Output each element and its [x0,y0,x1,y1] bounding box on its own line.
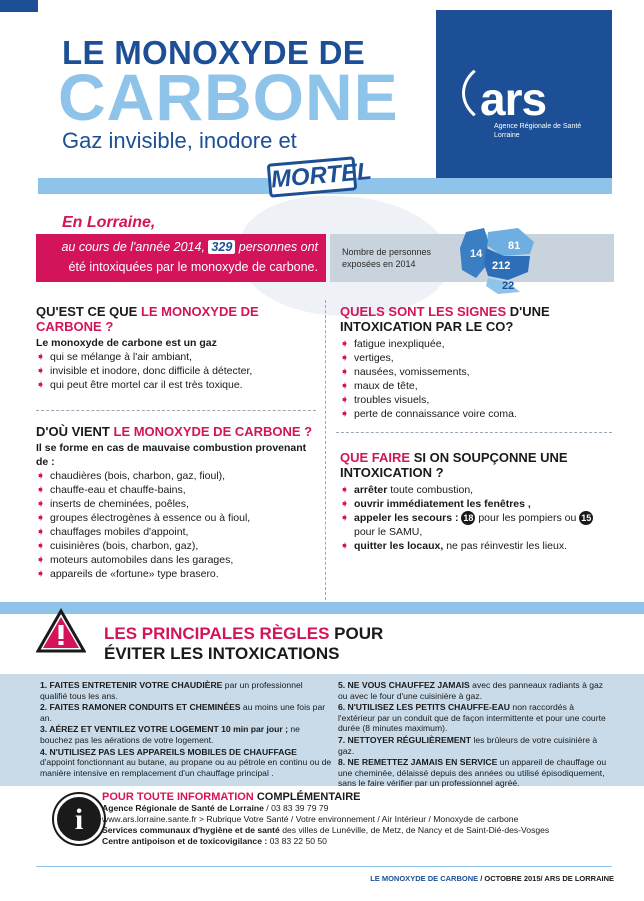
rule-text: au moins une fois par an. [40,702,326,723]
rule-item [40,724,332,745]
list-item: ➧ qui peut être mortel car il est très toxique. [36,378,318,392]
rules-right-column [338,680,612,790]
rule-text: d'appoint fonctionnant au butane, au propane ou au pétrole en continu ou de manière intensive en remplacement d'un chauffage principal . [40,757,332,778]
todo-item1-bold: arrêter [354,484,388,496]
map-value-d: 22 [502,280,515,292]
list-item: ➧ invisible et inodore, donc difficile à détecter, [36,364,318,378]
signs-section [340,304,612,421]
todo-item1-rest: toute combustion, [387,484,474,496]
rule-bold: 6. N'UTILISEZ LES PETITS CHAUFFE-EAU [338,702,511,713]
todo-item3-bold: appeler les secours : [354,512,459,524]
info-title-plain: COMPLÉMENTAIRE [253,791,361,803]
logo-subtext [494,122,581,140]
info-line1-text: / 03 83 39 79 79 [263,803,329,813]
rule-bold: 7. NETTOYER RÉGULIÈREMENT [338,734,472,745]
info-line1-bold: Agence Régionale de Santé de Lorraine [102,803,264,813]
where-list [36,469,318,581]
info-line-1 [102,803,622,814]
map-value-b: 81 [508,240,521,252]
rule-item [40,747,332,779]
rules-left-column [40,680,332,779]
list-item: ➧ chauffages mobiles d'appoint, [36,525,318,539]
mortel-stamp: MORTEL [267,156,358,198]
where-title-pink: LE MONOXYDE DE CARBONE ? [113,424,313,439]
list-item [340,483,612,497]
rule-bold: 1. FAITES ENTRETENIR VOTRE CHAUDIÈRE [40,680,223,690]
signs-title-plain: D'UNE INTOXICATION PAR LE CO? [340,304,550,334]
subtitle: Gaz invisible, inodore et [62,128,297,153]
title-line-2: CARBONE [58,60,399,134]
where-title [36,424,318,439]
rules-band [0,602,644,614]
rule-bold: 8. NE REMETTEZ JAMAIS EN SERVICE [338,757,498,768]
info-section [36,788,612,858]
divider [36,410,316,411]
stat-line-1 [61,240,318,254]
list-item: ➧ troubles visuels, [340,393,612,407]
signs-list [340,337,612,421]
todo-item3-mid: pour les pompiers ou [478,512,577,524]
list-item: ➧ chauffe-eau et chauffe-bains, [36,483,318,497]
rule-item [338,735,612,756]
rules-title-plain: POUR [329,624,384,643]
rules-title [104,624,383,664]
rule-item [338,680,612,701]
todo-title-plain: SI ON SOUPÇONNE UNE INTOXICATION ? [340,450,568,480]
footer-part-2: / OCTOBRE 2015/ ARS DE LORRAINE [478,874,614,883]
warning-icon [36,608,86,654]
info-line3-bold: Services communaux d'hygiène et de santé [102,825,280,835]
info-icon: i [54,794,104,844]
rule-item [40,680,332,701]
info-line-3 [102,825,622,836]
lorraine-stat-box [36,234,326,282]
rule-bold: 2. FAITES RAMONER CONDUITS ET CHEMINÉES [40,702,241,713]
rule-text: non raccordés à l'extérieur par un conduit que de façon intermittente et pour une courte durée (8 minutes maximum). [338,702,606,734]
signs-title [340,304,612,334]
footer-line [36,866,612,867]
what-title [36,304,318,334]
list-item: ➧ cuisinières (bois, charbon, gaz), [36,539,318,553]
rule-bold: 4. N'UTILISEZ PAS LES APPAREILS MOBILES DE CHAUFFAGE [40,746,297,757]
map-value-a: 14 [470,248,483,260]
todo-section [340,450,612,553]
title-line-1: LE MONOXYDE DE [62,34,366,71]
stat-count-badge: 329 [208,240,235,254]
list-item: ➧ maux de tête, [340,379,612,393]
logo-sub-line-1: Agence Régionale de Santé [494,123,582,130]
todo-title [340,450,612,480]
rule-text: un appareil de chauffage ou une cheminée, délaissé depuis des années ou utilisé épisodiquement, sans le faire vérifier par un professionnel agréé. [338,757,607,789]
logo-text: ars [480,73,547,125]
list-item: ➧ chaudières (bois, charbon, gaz, fioul), [36,469,318,483]
where-intro: Il se forme en cas de mauvaise combustion provenant de : [36,442,307,468]
rule-text: avec des panneaux radiants à gaz ou avec le four d'une cuisinière à gaz. [338,680,604,701]
info-line-4 [102,836,622,847]
header-strip [0,0,38,12]
todo-item2-bold: ouvrir immédiatement les fenêtres , [354,498,531,510]
stat-line-2: été intoxiquées par le monoxyde de carbone. [68,260,318,274]
lorraine-heading: En Lorraine, [62,214,156,231]
list-item: ➧ groupes électrogènes à essence ou à fioul, [36,511,318,525]
rule-bold: 5. NE VOUS CHAUFFEZ JAMAIS [338,680,470,690]
list-item: ➧ vertiges, [340,351,612,365]
rule-text: ne bouchez pas les aérations de votre logement. [40,724,300,745]
info-line4-text: 03 83 22 50 50 [267,836,327,846]
rules-title-line2: ÉVITER LES INTOXICATIONS [104,644,340,663]
list-item: ➧ nausées, vomissements, [340,365,612,379]
rule-text: les brûleurs de votre cuisinière à gaz. [338,734,598,756]
list-item: ➧ perte de connaissance voire coma. [340,407,612,421]
rule-bold: 3. AÉREZ ET VENTILEZ VOTRE LOGEMENT 10 min par jour ; [40,724,288,735]
rule-item [338,757,612,789]
emergency-number-15: 15 [581,513,592,523]
divider [336,432,612,433]
rule-text: par un professionnel qualifié tous les ans. [40,680,303,701]
rules-body [0,674,644,789]
what-title-pink: LE MONOXYDE DE CARBONE ? [36,304,259,334]
list-item: ➧ appareils de «fortune» type brasero. [36,567,318,581]
list-item [340,497,612,511]
what-list [36,350,318,392]
list-item: ➧ inserts de cheminées, poêles, [36,497,318,511]
list-item: ➧ moteurs automobiles dans les garages, [36,553,318,567]
rule-item [338,702,612,734]
what-intro: Le monoxyde de carbone est un gaz [36,337,217,349]
todo-list [340,483,612,553]
header [0,0,644,200]
info-website-link[interactable]: www.ars.lorraine.sante.fr > Rubrique Votre Santé / Votre environnement / Air Intérieur / Monoxyde de carbone [102,814,519,824]
info-line3-text: des villes de Lunéville, de Metz, de Nancy et de Saint-Dié-des-Vosges [279,825,550,835]
stat-before: au cours de l'année 2014, [61,240,205,254]
rules-title-pink: LES PRINCIPALES RÈGLES [104,624,330,643]
todo-title-pink: QUE FAIRE [340,450,411,465]
todo-item3-end: pour le SAMU, [354,526,423,538]
ars-logo [436,10,612,178]
footer [370,874,614,883]
info-title-pink: POUR TOUTE INFORMATION [102,791,254,803]
info-title [102,792,622,803]
info-text [102,792,622,847]
divider-vertical [325,300,326,600]
list-item [340,511,612,539]
rule-item [40,702,332,723]
map-value-c: 212 [492,260,511,272]
info-line4-bold: Centre antipoison et de toxicovigilance : [102,836,268,846]
map-label: Nombre de personnes exposées en 2014 [342,247,432,269]
where-title-plain: D'OÙ VIENT [36,424,114,439]
what-title-plain: QU'EST CE QUE [36,304,141,319]
list-item: ➧ fatigue inexpliquée, [340,337,612,351]
todo-item4-rest: ne pas réinvestir les lieux. [443,540,568,552]
where-section [36,424,318,581]
list-item [340,539,612,553]
stat-after: personnes ont [238,240,318,254]
emergency-number-18: 18 [463,513,474,523]
logo-sub-line-2: Lorraine [494,132,520,139]
footer-part-1: LE MONOXYDE DE CARBONE [370,874,479,883]
todo-item4-bold: quitter les locaux, [354,540,444,552]
list-item: ➧ qui se mélange à l'air ambiant, [36,350,318,364]
signs-title-pink: QUELS SONT LES SIGNES [340,304,507,319]
what-section [36,304,318,392]
